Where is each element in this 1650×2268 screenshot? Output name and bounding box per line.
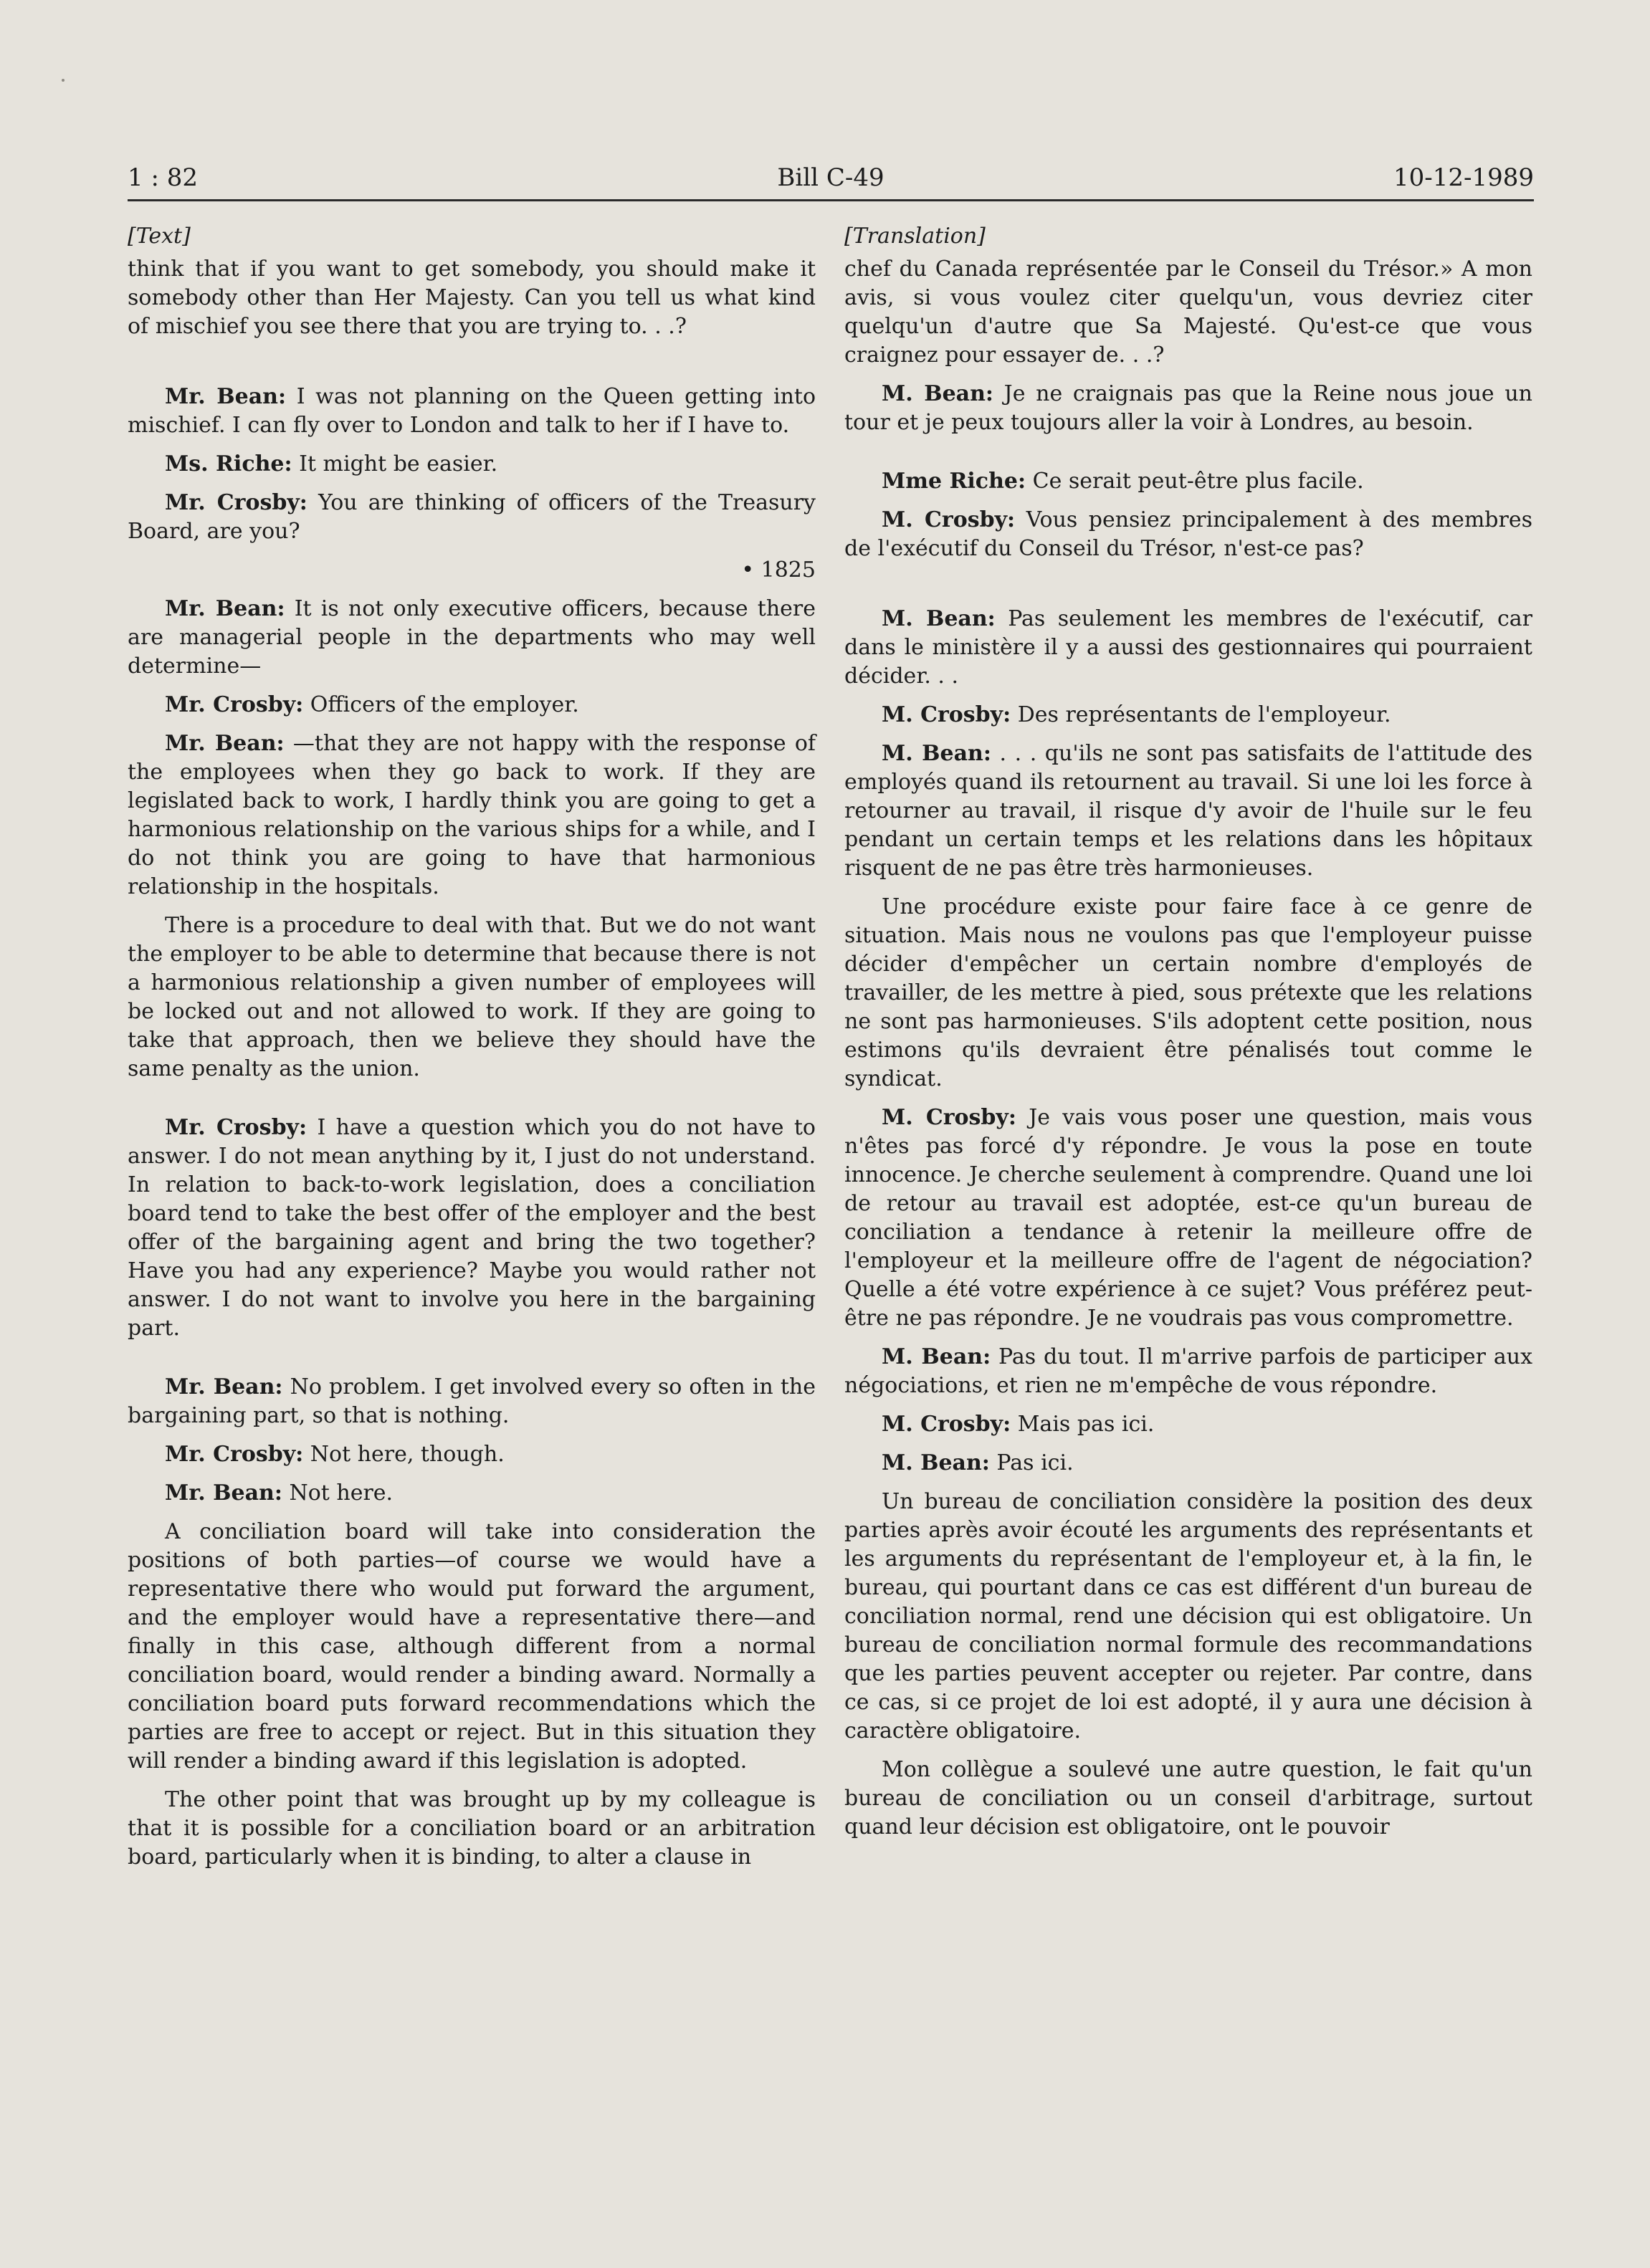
speech-text: You are thinking of officers of the Treasury Board, are you? — [128, 490, 816, 544]
speech-text: Not here, though. — [310, 1442, 505, 1467]
speech — [128, 691, 816, 719]
speaker: M. Bean: — [882, 381, 993, 406]
paragraph: A conciliation board will take into consideration the positions of both parties—of course we would have a representative there who would put forward the argument, and the employer would have a representative there—and finally in this case, although different from a normal conciliation board, would render a binding award. Normally a conciliation board puts forward recommendations which the parties are free to accept or reject. But in this situation they will render a binding award if this legislation is adopted. — [128, 1519, 816, 1774]
column-tag: [Translation] — [844, 224, 986, 249]
speaker: M. Bean: — [882, 1450, 990, 1475]
speech — [844, 380, 1532, 437]
speaker: Mr. Bean: — [165, 1374, 283, 1399]
speech — [844, 1410, 1532, 1439]
speaker: Mr. Crosby: — [165, 490, 307, 515]
speaker: M. Bean: — [882, 1344, 991, 1369]
speech — [844, 605, 1532, 691]
speaker: Mr. Bean: — [165, 596, 285, 621]
speech-text: Officers of the employer. — [310, 692, 579, 717]
speech-text: . . . qu'ils ne sont pas satisfaits de l'attitude des employés quand ils retournent au travail. Si une loi les force à retourner au travail, il risque d'y avoir de l'huile sur le feu pendant un certain temps et les relations dans les hôpitaux risquent de ne pas être très harmonieuses. — [844, 741, 1532, 881]
speaker: Mr. Bean: — [165, 384, 287, 409]
speech-text: It is not only executive officers, because there are managerial people in the departments who may well determine— — [128, 596, 816, 679]
speaker: M. Crosby: — [882, 1105, 1016, 1130]
speech-text: Des représentants de l'employeur. — [1017, 702, 1391, 727]
speech-text: Not here. — [289, 1480, 394, 1506]
speaker: M. Bean: — [882, 741, 991, 766]
speech-text: Vous pensiez principalement à des membres de l'exécutif du Conseil du Trésor, n'est-ce pas? — [844, 507, 1532, 561]
speaker: M. Bean: — [882, 606, 996, 631]
speech — [128, 1479, 816, 1508]
speech-text: I have a question which you do not have to answer. I do not mean anything by it, I just do not understand. In relation to back-to-work legislation, does a conciliation board tend to take the best offer of the employer and the best offer of the bargaining agent and bring the two together? Have you had any experience? Maybe you would rather not answer. I do not want to involve you here in the bargaining part. — [128, 1115, 816, 1341]
speaker: Mr. Crosby: — [165, 1442, 304, 1467]
speaker: Mr. Crosby: — [165, 692, 304, 717]
paragraph: There is a procedure to deal with that. But we do not want the employer to be able to determine that because there is not a harmonious relationship a given number of employees will be locked out and not allowed to work. If they are going to take that approach, then we believe they should have the same penalty as the union. — [128, 913, 816, 1081]
spacer — [128, 351, 816, 383]
paragraph: Une procédure existe pour faire face à ce genre de situation. Mais nous ne voulons pas que l'employeur puisse décider d'empêcher un certain nombre d'employés de travailler, de les mettre à pied, sous prétexte que les relations ne sont pas harmonieuses. S'ils adoptent cette position, nous estimons qu'ils devraient être pénalisés tout comme le syndicat. — [844, 894, 1532, 1091]
speaker: Mr. Bean: — [165, 731, 285, 756]
paragraph: Un bureau de conciliation considère la position des deux parties après avoir écouté les arguments des représentants et les arguments du représentant de l'employeur et, à la fin, le bureau, qui pourtant dans ce cas est différent d'un bureau de conciliation normal, rend une décision qui est obligatoire. Un bureau de conciliation normal formule des recommandations que les parties peuvent accepter ou rejeter. Par contre, dans ce cas, si ce projet de loi est adopté, il y aura une décision à caractère obligatoire. — [844, 1489, 1532, 1743]
spacer — [128, 1094, 816, 1114]
speech — [128, 383, 816, 440]
page-header — [128, 163, 1534, 201]
speech — [128, 450, 816, 479]
paragraph: chef du Canada représentée par le Conseil du Trésor.» A mon avis, si vous voulez citer quelqu'un, vous devriez citer quelqu'un d'autre que Sa Majesté. Qu'est-ce que vous craignez pour essayer de. . .? — [844, 257, 1532, 368]
paragraph: think that if you want to get somebody, you should make it somebody other than Her Majesty. Can you tell us what kind of mischief you see there that you are trying to. . .? — [128, 257, 816, 339]
speech-text: Je ne craignais pas que la Reine nous joue un tour et je peux toujours aller la voir à Londres, au besoin. — [844, 381, 1532, 435]
page-title: Bill C-49 — [777, 163, 884, 192]
speech — [128, 489, 816, 546]
speech-text: It might be easier. — [299, 451, 498, 477]
french-column — [844, 222, 1532, 1852]
speech — [844, 467, 1532, 496]
speech — [844, 1449, 1532, 1478]
time-marker: • 1825 — [741, 558, 816, 583]
spacer — [844, 447, 1532, 467]
speech — [128, 595, 816, 681]
speaker: Mr. Crosby: — [165, 1115, 307, 1140]
speech — [128, 729, 816, 901]
speech-text: Pas du tout. Il m'arrive parfois de participer aux négociations, et rien ne m'empêche de vous répondre. — [844, 1344, 1532, 1398]
speech-text: Pas ici. — [996, 1450, 1074, 1475]
page-date: 10-12-1989 — [1393, 163, 1534, 192]
english-column — [128, 222, 816, 1882]
header-rule — [128, 199, 1534, 201]
speaker: Mr. Bean: — [165, 1480, 282, 1506]
column-tag: [Text] — [128, 224, 191, 249]
speech — [128, 1440, 816, 1469]
paragraph: Mon collègue a soulevé une autre question, le fait qu'un bureau de conciliation ou un conseil d'arbitrage, surtout quand leur décision est obligatoire, ont le pouvoir — [844, 1757, 1532, 1839]
speech — [844, 506, 1532, 563]
speech — [844, 1104, 1532, 1333]
speaker: Mme Riche: — [882, 469, 1026, 494]
paragraph: The other point that was brought up by my colleague is that it is possible for a conciliation board or an arbitration board, particularly when it is binding, to alter a clause in — [128, 1787, 816, 1870]
speaker: M. Crosby: — [882, 1412, 1011, 1437]
page-reference: 1 : 82 — [128, 163, 198, 192]
speaker: M. Crosby: — [882, 507, 1016, 532]
speech — [844, 740, 1532, 883]
speech-text: I was not planning on the Queen getting into mischief. I can fly over to London and talk to her if I have to. — [128, 384, 816, 438]
speech-text: —that they are not happy with the response of the employees when they go back to work. If they are legislated back to work, I hardly think you are going to get a harmonious relationship on the various ships for a while, and I do not think you are going to have that harmonious relationship in the hospitals. — [128, 731, 816, 899]
paper-mark — [62, 79, 65, 82]
speech — [844, 701, 1532, 729]
speech — [844, 1343, 1532, 1400]
speech — [128, 1114, 816, 1343]
speech-text: Je vais vous poser une question, mais vous n'êtes pas forcé d'y répondre. Je vous la pose en toute innocence. Je cherche seulement à comprendre. Quand une loi de retour au travail est adoptée, est-ce qu'un bureau de conciliation a tendance à retenir la meilleure offre de l'employeur et la meilleure offre de l'agent de négociation? Quelle a été votre expérience à ce sujet? Vous préférez peut-être ne pas répondre. Je ne voudrais pas vous compromettre. — [844, 1105, 1532, 1331]
speech-text: No problem. I get involved every so often in the bargaining part, so that is nothing. — [128, 1374, 816, 1428]
spacer — [128, 1353, 816, 1373]
speaker: M. Crosby: — [882, 702, 1011, 727]
speech-text: Pas seulement les membres de l'exécutif, car dans le ministère il y a aussi des gestionnaires qui pourraient décider. . . — [844, 606, 1532, 689]
speech-text: Mais pas ici. — [1017, 1412, 1155, 1437]
spacer — [844, 573, 1532, 605]
speaker: Ms. Riche: — [165, 451, 292, 477]
speech-text: Ce serait peut-être plus facile. — [1032, 469, 1364, 494]
speech — [128, 1373, 816, 1430]
